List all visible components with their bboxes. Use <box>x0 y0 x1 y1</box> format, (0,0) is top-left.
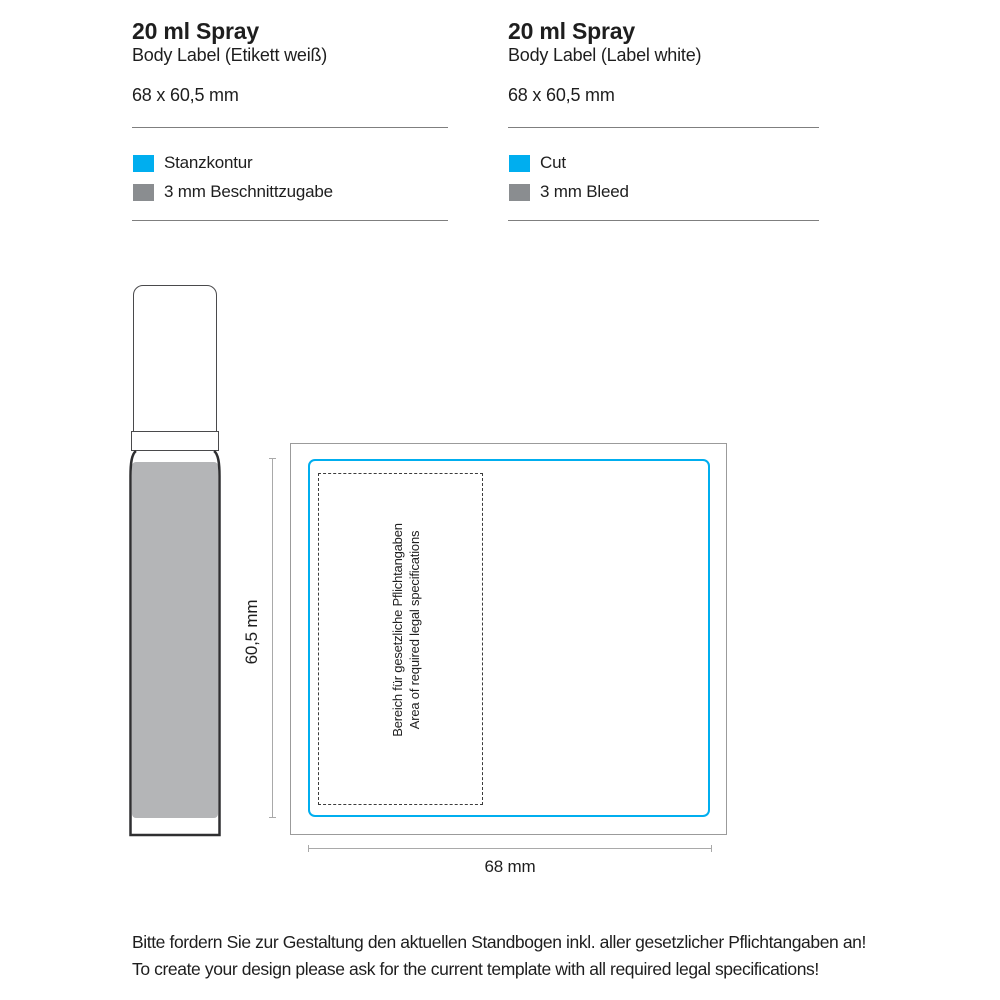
legend-row-bleed <box>509 183 829 201</box>
width-dimension-label: 68 mm <box>484 857 536 876</box>
divider-title-right <box>508 127 819 128</box>
height-dimension-label: 60,5 mm <box>242 599 261 665</box>
header-column-english <box>508 18 838 106</box>
cut-color-swatch <box>133 155 154 172</box>
divider-legend-right <box>508 220 819 221</box>
spray-bottle-cap <box>133 285 217 432</box>
footer-line-de: Bitte fordern Sie zur Gestaltung den aktuellen Standbogen inkl. aller gesetzlicher Pflichtangaben an! <box>132 932 866 952</box>
legal-specs-line-de: Bereich für gesetzliche Pflichtangaben <box>390 523 405 737</box>
footer-line-en: To create your design please ask for the current template with all required legal specifications! <box>132 959 819 979</box>
legend-row-beschnittzugabe <box>133 183 453 201</box>
divider-title-left <box>132 127 448 128</box>
legal-specs-line-en: Area of required legal specifications <box>407 530 422 730</box>
spray-bottle-body <box>124 448 226 840</box>
legend-row-cut <box>509 154 829 172</box>
product-subtitle-de: Body Label (Etikett weiß) <box>132 45 328 65</box>
width-dimension-tick-left <box>308 845 309 852</box>
legend-row-stanzkontur <box>133 154 453 172</box>
product-subtitle-en: Body Label (Label white) <box>508 45 702 65</box>
label-dimensions-en: 68 x 60,5 mm <box>508 85 615 105</box>
bleed-color-swatch <box>133 184 154 201</box>
width-dimension-tick-right <box>711 845 712 852</box>
cut-color-swatch <box>509 155 530 172</box>
bottle-label-area <box>132 462 218 818</box>
header-column-german <box>132 18 462 106</box>
legend-label: Cut <box>540 153 566 172</box>
legend-label: 3 mm Beschnittzugabe <box>164 182 333 201</box>
legal-specs-area-text <box>389 440 423 820</box>
product-title-de: 20 ml Spray <box>132 18 259 44</box>
legend-label: 3 mm Bleed <box>540 182 629 201</box>
height-dimension-tick-top <box>269 458 276 459</box>
product-title-en: 20 ml Spray <box>508 18 635 44</box>
footer-note <box>132 929 992 983</box>
label-dimensions-de: 68 x 60,5 mm <box>132 85 239 105</box>
divider-legend-left <box>132 220 448 221</box>
width-dimension-line <box>308 848 712 849</box>
bleed-color-swatch <box>509 184 530 201</box>
legend-label: Stanzkontur <box>164 153 253 172</box>
height-dimension-tick-bottom <box>269 817 276 818</box>
height-dimension-line <box>272 459 273 818</box>
